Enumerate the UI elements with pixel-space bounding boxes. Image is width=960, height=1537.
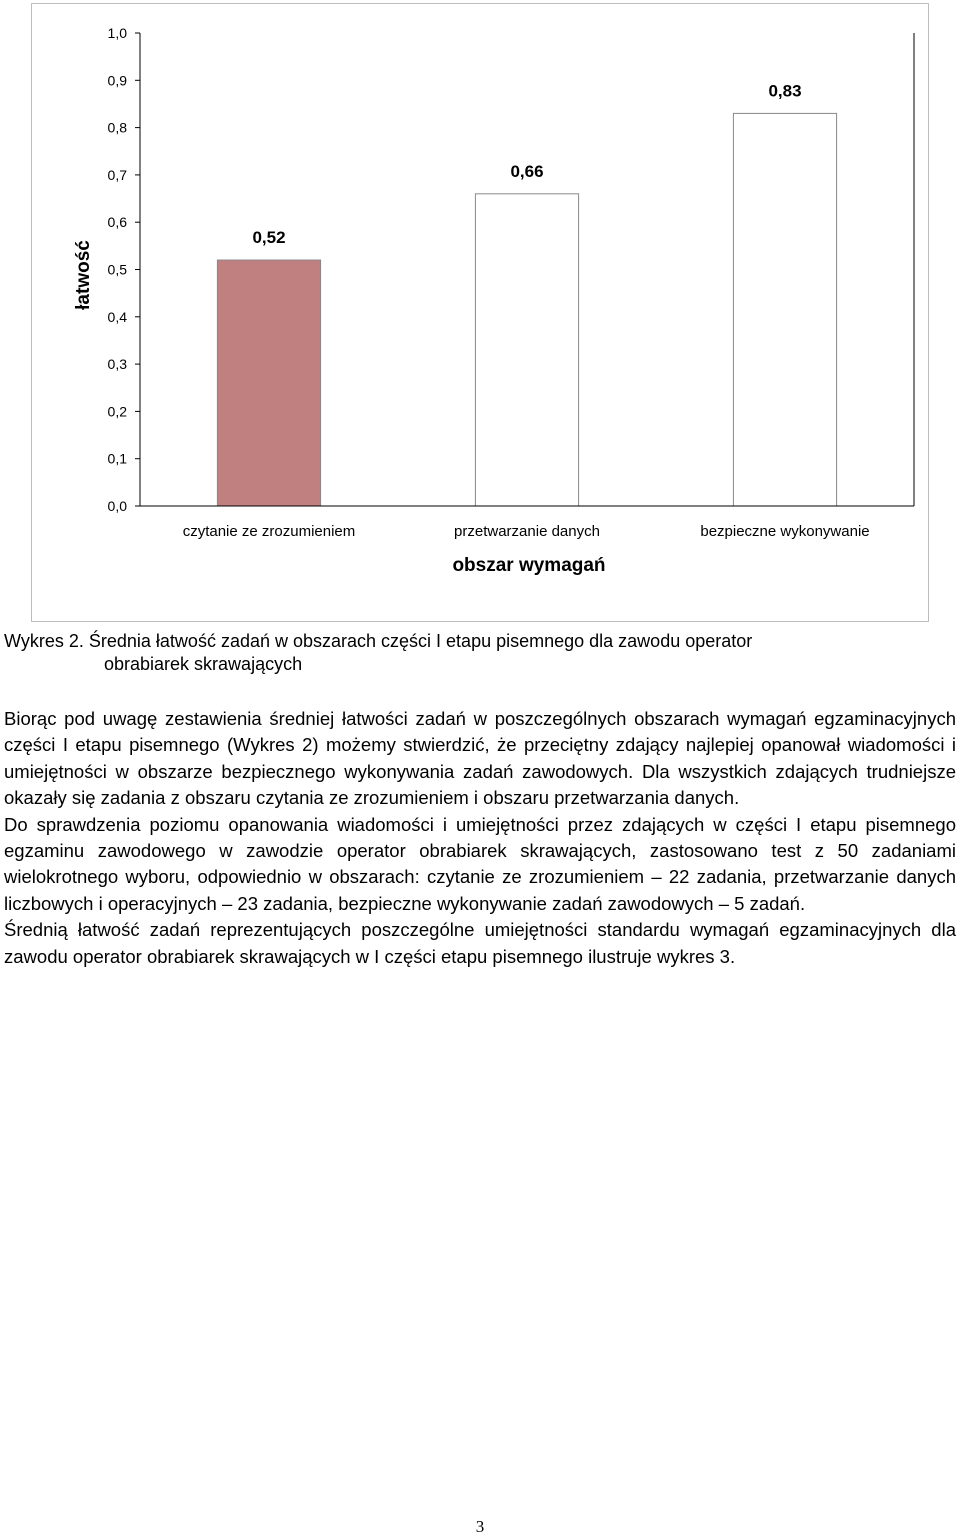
bar-chart — [32, 4, 930, 623]
y-tick-label: 0,9 — [107, 72, 127, 89]
y-tick-label: 0,6 — [107, 214, 127, 231]
x-category-label: bezpieczne wykonywanie — [700, 523, 870, 540]
x-category-label: przetwarzanie danych — [454, 523, 600, 540]
y-tick-label: 0,5 — [107, 261, 127, 278]
y-tick-label: 0,4 — [107, 308, 127, 325]
caption-text-continued: obrabiarek skrawających — [104, 654, 303, 674]
y-tick-label: 0,8 — [107, 119, 127, 136]
y-tick-label: 0,1 — [107, 450, 127, 467]
chart-caption — [4, 630, 884, 676]
y-axis-title: łatwość — [73, 240, 94, 310]
bars — [217, 81, 836, 506]
y-axis — [108, 25, 140, 514]
x-axis-title: obszar wymagań — [452, 555, 606, 576]
caption-text: Średnia łatwość zadań w obszarach części I etapu pisemnego dla zawodu operator — [88, 631, 753, 651]
y-tick-label: 0,0 — [107, 498, 127, 514]
page-number: 3 — [475, 1517, 485, 1536]
caption-label: Wykres 2. — [4, 631, 84, 651]
bar-value-label: 0,66 — [510, 161, 544, 181]
paragraph: Biorąc pod uwagę zestawienia średniej łatwości zadań w poszczególnych obszarach wymagań egzaminacyjnych części I etapu pisemnego (Wykres 2) możemy stwierdzić, że przeciętny zdający najlepiej opanował wiadomości i umiejętności w obszarze bezpiecznego wykonywania zadań zawodowych. Dla wszystkich zdających trudniejsze okazały się zadania z obszaru czytania ze zrozumieniem i obszaru przetwarzania danych. — [4, 708, 956, 809]
body-text — [4, 706, 956, 970]
x-category-label: czytanie ze zrozumieniem — [182, 523, 356, 540]
y-tick-label: 0,2 — [107, 403, 127, 420]
bar — [475, 194, 578, 506]
y-tick-label: 0,7 — [107, 166, 127, 183]
paragraph: Średnią łatwość zadań reprezentujących poszczególne umiejętności standardu wymagań egzaminacyjnych dla zawodu operator obrabiarek skrawających w I części etapu pisemnego ilustruje wykres 3. — [4, 919, 956, 967]
y-tick-label: 0,3 — [107, 356, 127, 373]
chart-container — [31, 3, 929, 622]
bar — [217, 260, 320, 506]
bar-value-label: 0,52 — [252, 228, 286, 248]
y-tick-label: 1,0 — [107, 25, 127, 41]
bar-value-label: 0,83 — [768, 81, 802, 101]
paragraph: Do sprawdzenia poziomu opanowania wiadomości i umiejętności przez zdających w części I etapu pisemnego egzaminu zawodowego w zawodzie operator obrabiarek skrawających, zastosowano test z 50 zadaniami wielokrotnego wyboru, odpowiednio w obszarach: czytanie ze zrozumieniem – 22 zadania, przetwarzanie danych liczbowych i operacyjnych – 23 zadania, bezpieczne wykonywanie zadań zawodowych – 5 zadań. — [4, 813, 956, 914]
bar — [733, 113, 836, 506]
